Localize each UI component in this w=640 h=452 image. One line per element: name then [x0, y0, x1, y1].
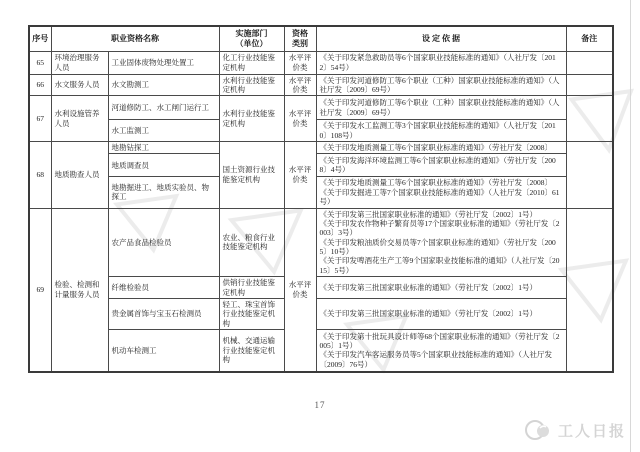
table-row-69a — [29, 208, 613, 277]
basis-entry: 《关于印发第三批国家职业标准的通知》（劳社厅发〔2002〕1号） — [319, 209, 537, 219]
table-row-69d — [29, 330, 613, 372]
cell-category: 水平评价类 — [284, 142, 316, 209]
cell-occupation: 河道修防工、水工闸门运行工 — [108, 96, 219, 120]
cell-serial: 66 — [29, 74, 51, 96]
cell-dept: 国土资源行业技能鉴定机构 — [219, 142, 284, 209]
cell-basis: 《关于印发水工监测工等3个国家职业技能标准的通知》（人社厅发〔2010〕108号） — [316, 120, 566, 142]
brand-name: 工人日报 — [558, 422, 627, 440]
header-serial: 序号 — [29, 26, 51, 51]
cell-dept: 机械、交通运输行业技能鉴定机构 — [219, 330, 284, 372]
basis-entry: 《关于印发汽车客运服务员等5个国家职业技能标准的通知》（人社厅发〔2009〕76号） — [319, 350, 552, 369]
header-qualification-name: 职业资格名称 — [51, 26, 219, 51]
cell-note — [566, 74, 613, 96]
cell-serial: 65 — [29, 51, 51, 74]
page-edge-line — [630, 0, 631, 452]
cell-group: 水利设施管养人员 — [51, 96, 108, 142]
workers-daily-logo-icon — [524, 417, 554, 443]
cell-category: 水平评价类 — [284, 208, 316, 372]
cell-occupation: 水工监测工 — [108, 120, 219, 142]
cell-basis: 《关于印发第三批国家职业标准的通知》（劳社厅发〔2002〕1号） — [316, 298, 566, 329]
brand-watermark — [524, 413, 634, 447]
table-row-68c — [29, 177, 613, 208]
cell-serial: 67 — [29, 96, 51, 142]
cell-occupation: 纤维检验员 — [108, 277, 219, 299]
cell-dept: 水利行业技能鉴定机构 — [219, 96, 284, 142]
cell-group: 检验、检测和计量服务人员 — [51, 208, 108, 372]
basis-entry: 《关于印发第十批玩具设计师等68个国家职业标准的通知》（劳社厅发〔2005〕1号） — [319, 331, 560, 350]
cell-note — [566, 208, 613, 372]
cell-group: 环境治理服务人员 — [51, 51, 108, 74]
cell-occupation: 水文勘测工 — [108, 74, 219, 96]
table-header-row — [29, 26, 613, 51]
table-row-69b — [29, 277, 613, 299]
cell-occupation: 农产品食品检验员 — [108, 208, 219, 277]
header-basis: 设 定 依 据 — [316, 26, 566, 51]
page-number: 17 — [314, 400, 326, 410]
cell-serial: 69 — [29, 208, 51, 372]
cell-occupation: 地质调查员 — [108, 154, 219, 177]
cell-basis: 《关于印发地质测量工等6个国家职业标准的通知》（劳社厅发〔2008〕 — [316, 142, 566, 154]
cell-basis: 《关于印发河道修防工等6个职业（工种）国家职业技能标准的通知》（人社厅发〔2009〕69号） — [316, 74, 566, 96]
cell-dept: 化工行业技能鉴定机构 — [219, 51, 284, 74]
header-note: 备注 — [566, 26, 613, 51]
qualification-table — [28, 25, 614, 373]
table-row-68a — [29, 142, 613, 154]
basis-entry: 《关于印发掘进工等7个国家职业技能标准的通知》（人社厅发〔2010〕61号） — [319, 187, 560, 207]
header-category-line2: 类别 — [292, 38, 308, 48]
cell-category: 水平评价类 — [284, 96, 316, 142]
cell-basis: 《关于印发河道修防工等6个职业（工种）国家职业技能标准的通知》（人社厅发〔2009〕69号） — [316, 96, 566, 120]
table-row-66 — [29, 74, 613, 96]
cell-basis — [316, 208, 566, 277]
cell-basis — [316, 177, 566, 208]
cell-occupation: 贵金属首饰与宝玉石检测员 — [108, 298, 219, 329]
cell-dept: 水利行业技能鉴定机构 — [219, 74, 284, 96]
table-row-68b — [29, 154, 613, 177]
cell-category: 水平评价类 — [284, 51, 316, 74]
header-dept-line1: 实施部门 — [235, 29, 268, 39]
cell-note — [566, 142, 613, 209]
header-category-line1: 资格 — [292, 29, 308, 39]
cell-basis: 《关于印发海洋环境监测工等6个国家职业标准的通知》（劳社厅发〔2008〕4号） — [316, 154, 566, 177]
cell-dept: 轻工、珠宝首饰行业技能鉴定机构 — [219, 298, 284, 329]
cell-note — [566, 96, 613, 142]
cell-basis: 《关于印发第三批国家职业标准的通知》（劳社厅发〔2002〕1号） — [316, 277, 566, 299]
cell-serial: 68 — [29, 142, 51, 209]
cell-note — [566, 51, 613, 74]
cell-occupation: 地勘掘进工、地质实验员、物探工 — [108, 177, 219, 208]
cell-basis: 《关于印发紧急救助员等6个国家职业技能标准的通知》（人社厅发〔2012〕54号） — [316, 51, 566, 74]
cell-group: 水文服务人员 — [51, 74, 108, 96]
cell-occupation: 工业固体废物处理处置工 — [108, 51, 219, 74]
header-dept-line2: （单位） — [235, 38, 268, 48]
header-category — [284, 26, 316, 51]
cell-occupation: 地勘钻探工 — [108, 142, 219, 154]
cell-basis — [316, 330, 566, 372]
basis-entry: 《关于印发地质测量工等6个国家职业标准的通知》（劳社厅发〔2008〕 — [319, 178, 552, 188]
cell-group: 地质勘查人员 — [51, 142, 108, 209]
header-implementing-dept — [219, 26, 284, 51]
cell-category: 水平评价类 — [284, 74, 316, 96]
cell-occupation: 机动车检测工 — [108, 330, 219, 372]
cell-dept: 供销行业技能鉴定机构 — [219, 277, 284, 299]
basis-entry: 《关于印发粮油质价交易员等7个国家职业标准的通知》（劳社厅发〔2005〕10号） — [319, 237, 556, 256]
table-row-69c — [29, 298, 613, 329]
table-row-67a — [29, 96, 613, 120]
table-row-65 — [29, 51, 613, 74]
basis-entry: 《关于印发农作物种子繁育员等17个国家职业标准的通知》（劳社厅发〔2003〕3号） — [319, 218, 560, 238]
cell-dept: 农业、粮食行业技能鉴定机构 — [219, 208, 284, 277]
basis-entry: 《关于印发啤酒花生产工等9个国家职业技能标准的通知》（人社厅发〔2015〕5号） — [319, 256, 560, 275]
table-row-67b — [29, 120, 613, 142]
